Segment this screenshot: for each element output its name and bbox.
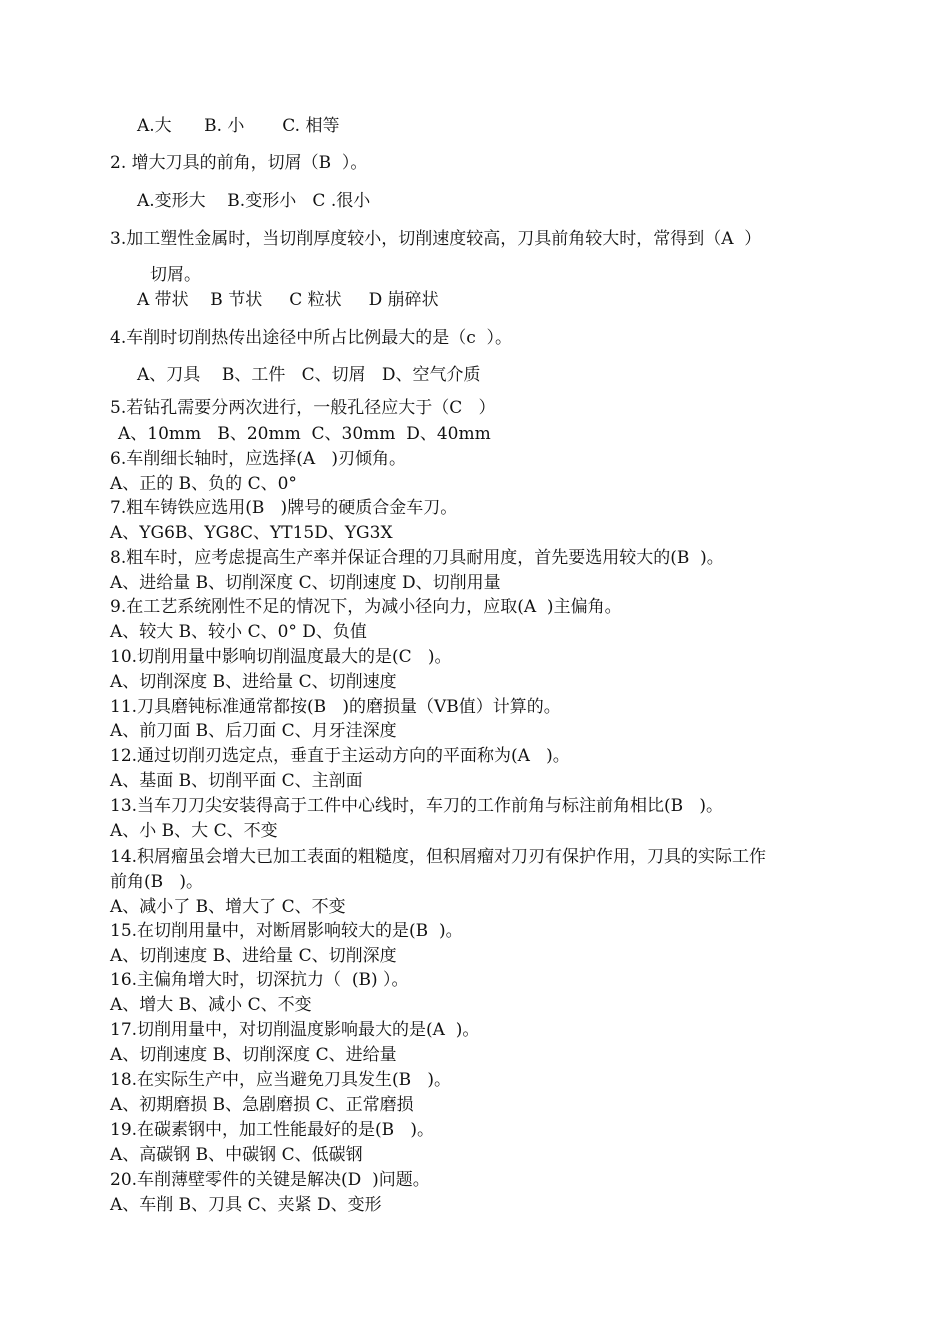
q3-options: A 带状 B 节状 C 粒状 D 崩碎状 bbox=[137, 290, 439, 310]
q5-options: A、10mm B、20mm C、30mm D、40mm bbox=[118, 424, 491, 444]
q20-question: 20.车削薄壁零件的关键是解决(D )问题。 bbox=[110, 1170, 430, 1190]
q3-question-cont: 切屑。 bbox=[150, 265, 201, 285]
q7-question: 7.粗车铸铁应选用(B )牌号的硬质合金车刀。 bbox=[110, 498, 458, 518]
q10-question: 10.切削用量中影响切削温度最大的是(C )。 bbox=[110, 647, 452, 667]
q17-options: A、切削速度 B、切削深度 C、进给量 bbox=[110, 1045, 397, 1065]
q15-question: 15.在切削用量中，对断屑影响较大的是(B )。 bbox=[110, 921, 463, 941]
q9-options: A、较大 B、较小 C、0° D、负值 bbox=[110, 622, 367, 642]
q20-options: A、车削 B、刀具 C、夹紧 D、变形 bbox=[110, 1195, 382, 1215]
q4-question: 4.车削时切削热传出途径中所占比例最大的是（c ）。 bbox=[110, 328, 513, 348]
q6-question: 6.车削细长轴时，应选择(A )刃倾角。 bbox=[110, 449, 406, 469]
q13-question: 13.当车刀刀尖安装得高于工件中心线时，车刀的工作前角与标注前角相比(B )。 bbox=[110, 796, 724, 816]
q17-question: 17.切削用量中，对切削温度影响最大的是(A )。 bbox=[110, 1020, 480, 1040]
q16-options: A、增大 B、减小 C、不变 bbox=[110, 995, 312, 1015]
q2-options: A.变形大 B.变形小 C .很小 bbox=[137, 191, 371, 211]
q3-question: 3.加工塑性金属时，当切削厚度较小，切削速度较高，刀具前角较大时，常得到（A ） bbox=[110, 229, 762, 249]
q1-options: A.大 B. 小 C. 相等 bbox=[137, 116, 340, 136]
q12-question: 12.通过切削刃选定点，垂直于主运动方向的平面称为(A )。 bbox=[110, 746, 570, 766]
q10-options: A、切削深度 B、进给量 C、切削速度 bbox=[110, 672, 397, 692]
q16-question: 16.主偏角增大时，切深抗力（ (B) ）。 bbox=[110, 970, 409, 990]
q6-options: A、正的 B、负的 C、0° bbox=[110, 474, 297, 494]
q8-options: A、进给量 B、切削深度 C、切削速度 D、切削用量 bbox=[110, 573, 501, 593]
q8-question: 8.粗车时，应考虑提高生产率并保证合理的刀具耐用度，首先要选用较大的(B )。 bbox=[110, 548, 724, 568]
q18-question: 18.在实际生产中，应当避免刀具发生(B )。 bbox=[110, 1070, 452, 1090]
q18-options: A、初期磨损 B、急剧磨损 C、正常磨损 bbox=[110, 1095, 414, 1115]
q5-question: 5.若钻孔需要分两次进行，一般孔径应大于（C ） bbox=[110, 398, 496, 418]
q19-options: A、高碳钢 B、中碳钢 C、低碳钢 bbox=[110, 1145, 363, 1165]
q12-options: A、基面 B、切削平面 C、主剖面 bbox=[110, 771, 363, 791]
q9-question: 9.在工艺系统刚性不足的情况下，为减小径向力，应取(A )主偏角。 bbox=[110, 597, 622, 617]
q4-options: A、刀具 B、工件 C、切屑 D、空气介质 bbox=[137, 365, 481, 385]
q14-options: A、减小了 B、增大了 C、不变 bbox=[110, 897, 346, 917]
q2-question: 2. 增大刀具的前角，切屑（B ）。 bbox=[110, 153, 368, 173]
q14-question: 14.积屑瘤虽会增大已加工表面的粗糙度，但积屑瘤对刀刃有保护作用，刀具的实际工作 bbox=[110, 847, 767, 867]
q7-options: A、YG6B、YG8C、YT15D、YG3X bbox=[110, 523, 393, 543]
q13-options: A、小 B、大 C、不变 bbox=[110, 821, 278, 841]
q14-question-cont: 前角(B )。 bbox=[110, 872, 203, 892]
q19-question: 19.在碳素钢中，加工性能最好的是(B )。 bbox=[110, 1120, 435, 1140]
q11-question: 11.刀具磨钝标准通常都按(B )的磨损量（VB值）计算的。 bbox=[110, 697, 561, 717]
q11-options: A、前刀面 B、后刀面 C、月牙洼深度 bbox=[110, 721, 397, 741]
q15-options: A、切削速度 B、进给量 C、切削深度 bbox=[110, 946, 397, 966]
